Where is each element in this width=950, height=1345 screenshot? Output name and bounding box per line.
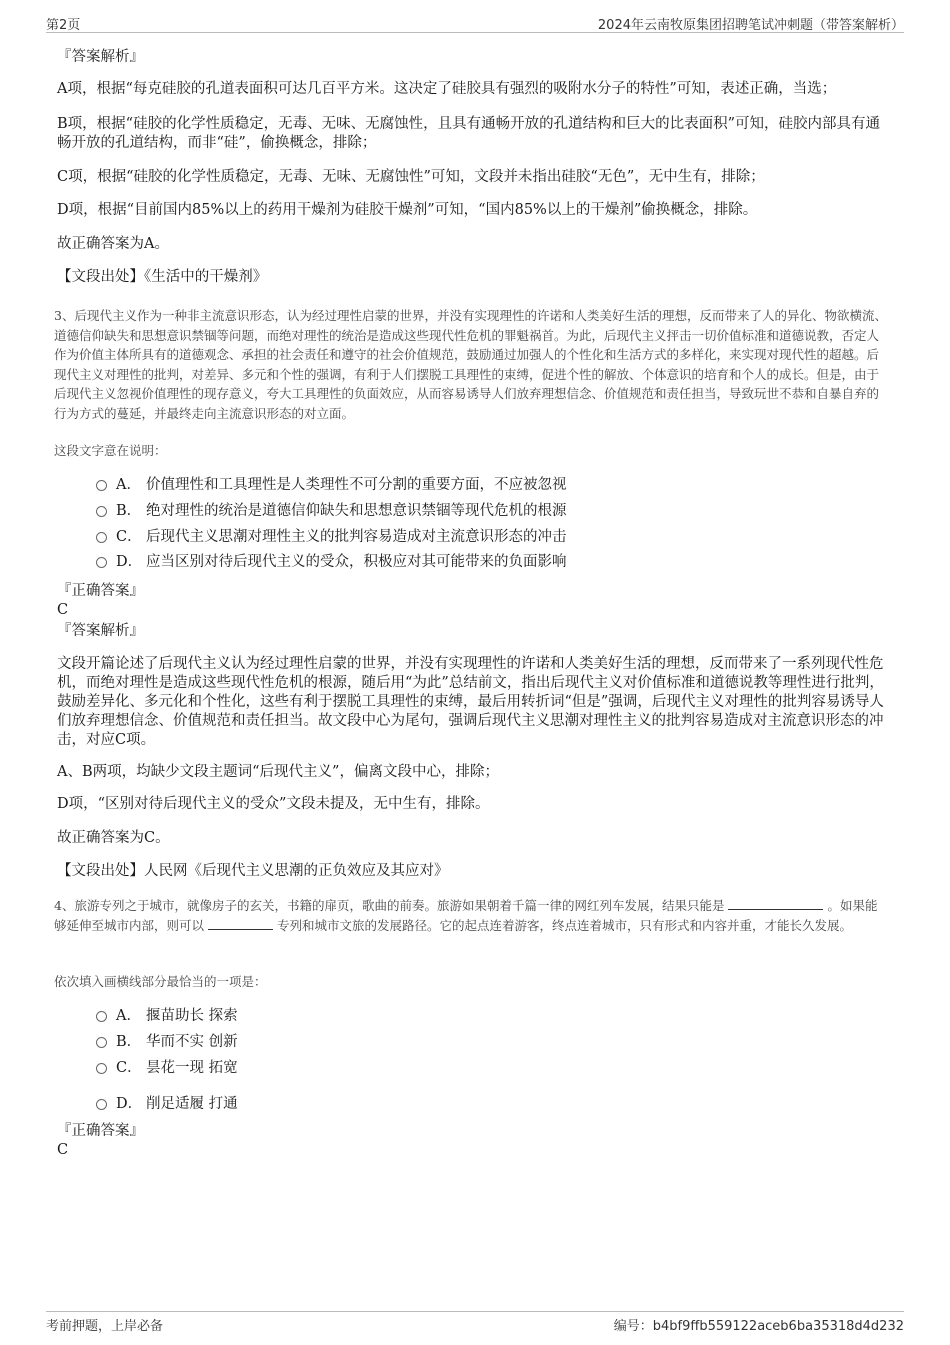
q3-analysis-ab: A、B两项，均缺少文段主题词“后现代主义”，偏离文段中心，排除； [57, 764, 499, 780]
q4-passage-part-3: 专列和城市文旅的发展路径。它的起点连着游客，终点连着城市，只有形式和内容并重，才能长久发展。 [276, 917, 852, 933]
q3-analysis-label: 『答案解析』 [57, 623, 144, 639]
header-title: 2024年云南牧原集团招聘笔试冲刺题（带答案解析） [597, 18, 904, 33]
radio-icon[interactable] [96, 532, 107, 543]
option-text: 绝对理性的统治是道德信仰缺失和思想意识禁锢等现代危机的根源 [146, 503, 567, 519]
fill-blank-2 [208, 917, 273, 930]
q2-analysis-b: B项，根据“硅胶的化学性质稳定，无毒、无味、无腐蚀性，且具有通畅开放的孔道结构和巨大的比表面积”可知，硅胶内部具有通畅开放的孔道结构，而非“硅”，偷换概念，排除； [57, 116, 880, 151]
option-letter: C． [116, 529, 142, 545]
radio-icon[interactable] [96, 506, 107, 517]
option-text: 应当区别对待后现代主义的受众，积极应对其可能带来的负面影响 [146, 554, 567, 570]
q2-source: 【文段出处】《生活中的干燥剂》 [57, 269, 268, 285]
option-text: 价值理性和工具理性是人类理性不可分割的重要方面，不应被忽视 [146, 477, 567, 493]
q3-answer-label: 『正确答案』 [57, 583, 144, 599]
fill-blank-1 [728, 897, 823, 910]
option-text: 华而不实 创新 [146, 1034, 238, 1050]
q2-analysis-d: D项，根据“目前国内85%以上的药用干燥剂为硅胶干燥剂”可知，“国内85%以上的干燥剂”偷换概念，排除。 [57, 202, 758, 218]
q2-conclusion: 故正确答案为A。 [57, 236, 169, 252]
q3-analysis-d: D项，“区别对待后现代主义的受众”文段未提及，无中生有，排除。 [57, 796, 490, 812]
q3-passage: 3、后现代主义作为一种非主流意识形态，认为经过理性启蒙的世界，并没有实现理性的许诺和人类美好生活的理想，反而带来了人的异化、物欲横流、道德信仰缺失和思想意识禁锢等问题，而绝对理性的统治是造成这些现代性危机的罪魁祸首。为此，后现代主义抨击一切价值标准和道德说教，否定人作为价值主体所具有的道德观念、承担的社会责任和遵守的社会价值规范，鼓励通过加强人的个性化和生活方式的多样化，来实现对现代性的超越。后现代主义对理性的批判，对差异、多元和个性的强调，有利于人们摆脱工具理性的束缚，促进个性的解放、个体意识的培育和个人的成长。但是，由于后现代主义忽视价值理性的现存意义，夸大工具理性的负面效应，从而容易诱导人们放弃理想信念、价值规范和责任担当，导致玩世不恭和自暴自弃的行为方式的蔓延，并最终走向主流意识形态的对立面。 [54, 308, 887, 421]
q3-answer: C [57, 602, 69, 618]
q2-analysis-a: A项，根据“每克硅胶的孔道表面积可达几百平方米。这决定了硅胶具有强烈的吸附水分子的特性”可知，表述正确，当选； [57, 81, 837, 97]
q3-option-b[interactable] [96, 502, 567, 521]
footer-serial: 编号：b4bf9ffb559122aceb6ba35318d4d232 [613, 1319, 904, 1334]
q4-passage-part-2: 。如果能够延伸至城市内部，则可以 [54, 898, 878, 933]
radio-icon[interactable] [96, 1011, 107, 1022]
q3-option-d[interactable] [96, 553, 567, 572]
q3-option-a[interactable] [96, 476, 567, 495]
radio-icon[interactable] [96, 1037, 107, 1048]
header-page-number: 第2页 [46, 18, 81, 33]
option-text: 昙花一现 拓宽 [146, 1060, 238, 1076]
radio-icon[interactable] [96, 480, 107, 491]
q4-option-b[interactable] [96, 1033, 238, 1052]
option-letter: A． [116, 477, 141, 493]
q2-analysis-c: C项，根据“硅胶的化学性质稳定，无毒、无味、无腐蚀性”可知，文段并未指出硅胶“无色”，无中生有，排除； [57, 169, 765, 185]
option-text: 削足适履 打通 [146, 1096, 238, 1112]
q4-option-d[interactable] [96, 1095, 238, 1114]
option-letter: D． [116, 554, 143, 570]
q4-answer: C [57, 1142, 69, 1158]
footer-divider [46, 1311, 904, 1312]
radio-icon[interactable] [96, 1099, 107, 1110]
q3-analysis: 文段开篇论述了后现代主义认为经过理性启蒙的世界，并没有实现理性的许诺和人类美好生活的理想，反而带来了一系列现代性危机，而绝对理性是造成这些现代性危机的根源，随后用“为此”总结前文，指出后现代主义对价值标准和道德说教等理性进行批判，鼓励差异化、多元化和个性化，这些有利于摆脱工具理性的束缚，最后用转折词“但是”强调，后现代主义对理性的批判容易诱导人们放弃理想信念、价值规范和责任担当。故文段中心为尾句，强调后现代主义思潮对理性主义的批判容易造成对主流意识形态的冲击，对应C项。 [57, 656, 884, 748]
q4-answer-label: 『正确答案』 [57, 1123, 144, 1139]
q4-passage [54, 896, 889, 935]
q3-conclusion: 故正确答案为C。 [57, 830, 170, 846]
q3-source: 【文段出处】人民网《后现代主义思潮的正负效应及其应对》 [57, 863, 449, 879]
header-divider [46, 32, 904, 33]
footer-slogan: 考前押题，上岸必备 [46, 1319, 164, 1334]
q2-analysis-label: 『答案解析』 [57, 49, 144, 65]
q4-option-a[interactable] [96, 1007, 238, 1026]
q3-option-c[interactable] [96, 528, 567, 547]
option-letter: B． [116, 503, 142, 519]
radio-icon[interactable] [96, 557, 107, 568]
option-text: 揠苗助长 探索 [146, 1008, 238, 1024]
radio-icon[interactable] [96, 1063, 107, 1074]
option-letter: C． [116, 1060, 142, 1076]
option-text: 后现代主义思潮对理性主义的批判容易造成对主流意识形态的冲击 [146, 529, 567, 545]
q4-passage-part-1: 4、旅游专列之于城市，就像房子的玄关，书籍的扉页，歌曲的前奏。旅游如果朝着千篇一律的网红列车发展，结果只能是 [54, 898, 725, 913]
q3-question: 这段文字意在说明： [54, 443, 167, 458]
option-letter: A． [116, 1008, 141, 1024]
q4-option-c[interactable] [96, 1059, 238, 1078]
q4-question: 依次填入画横线部分最恰当的一项是： [54, 974, 267, 989]
option-letter: D． [116, 1096, 143, 1112]
option-letter: B． [116, 1034, 142, 1050]
